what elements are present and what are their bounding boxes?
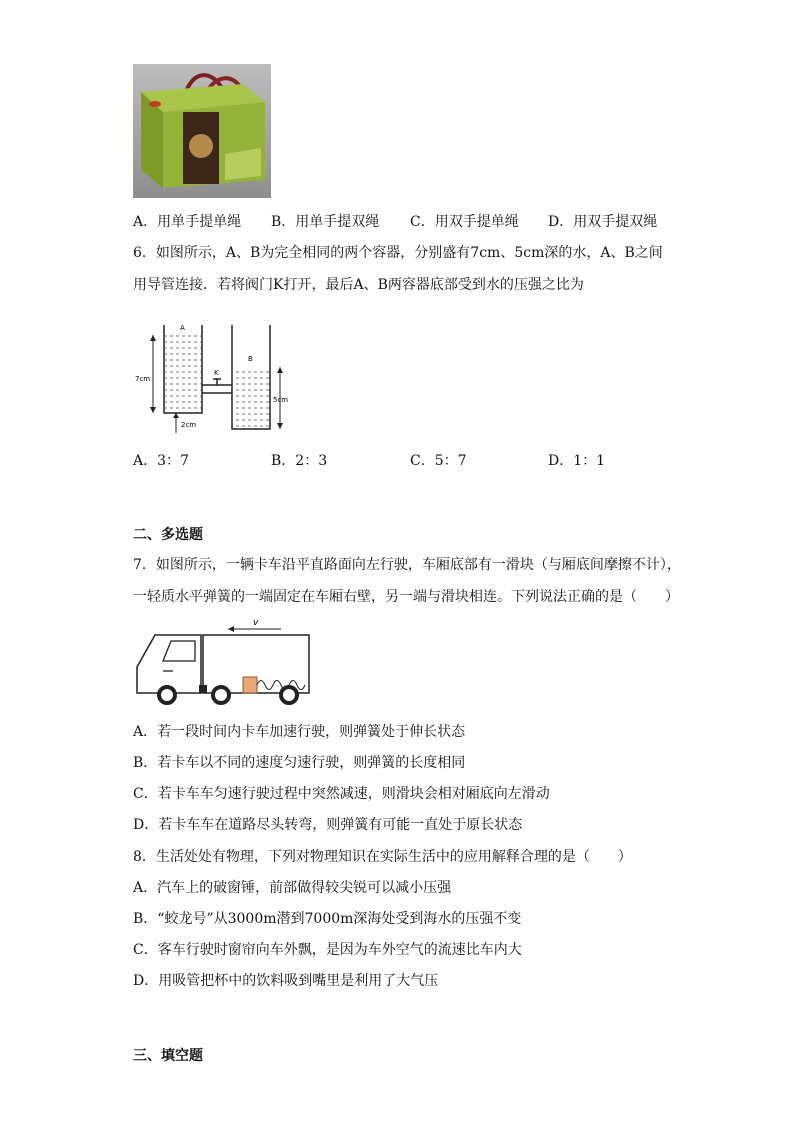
q6-option-c: C．5：7 — [410, 453, 467, 469]
q8-option-a: A．汽车上的破窗锤，前部做得较尖锐可以减小压强 — [133, 880, 452, 896]
valve-label: K — [214, 369, 219, 377]
q6-stem-line2: 用导管连接．若将阀门K打开，最后A、B两容器底部受到水的压强之比为 — [133, 277, 584, 293]
q8-option-d: D．用吸管把杯中的饮料吸到嘴里是利用了大气压 — [133, 973, 439, 989]
q7-option-a: A．若一段时间内卡车加速行驶，则弹簧处于伸长状态 — [133, 724, 466, 740]
q6-stem-line1: 6．如图所示，A、B为完全相同的两个容器，分别盛有7cm、5cm深的水，A、B之间 — [133, 245, 663, 261]
truck-diagram — [133, 615, 313, 707]
velocity-label: v — [253, 618, 259, 628]
q6-option-d: D．1：1 — [548, 453, 606, 469]
q6-option-b: B．2：3 — [271, 453, 328, 469]
q5-option-c: C．用双手提单绳 — [410, 214, 519, 230]
gift-box-photo — [133, 64, 271, 198]
section-3-title: 三、填空题 — [133, 1048, 203, 1064]
container-b-label: B — [248, 355, 253, 363]
q8-stem: 8．生活处处有物理，下列对物理知识在实际生活中的应用解释合理的是（ ） — [133, 849, 632, 865]
q7-stem-line1: 7．如图所示，一辆卡车沿平直路面向左行驶，车厢底部有一滑块（与厢底间摩擦不计）， — [133, 557, 681, 573]
section-2-title: 二、多选题 — [133, 527, 203, 543]
q5-option-b: B．用单手提双绳 — [271, 214, 380, 230]
q8-option-c: C．客车行驶时窗帘向车外飘，是因为车外空气的流速比车内大 — [133, 942, 522, 958]
pipe-height-label: 2cm — [181, 421, 197, 429]
q7-option-b: B．若卡车以不同的速度匀速行驶，则弹簧的长度相同 — [133, 755, 466, 771]
q6-option-a: A．3：7 — [133, 453, 189, 469]
q7-stem-line2: 一轻质水平弹簧的一端固定在车厢右壁，另一端与滑块相连。下列说法正确的是（ ） — [133, 589, 679, 605]
container-diagram — [133, 315, 303, 440]
q5-option-a: A．用单手提单绳 — [133, 214, 242, 230]
q8-option-b: B．“蛟龙号”从3000m潜到7000m深海处受到海水的压强不变 — [133, 911, 522, 927]
height-b-label: 5cm — [273, 396, 289, 404]
container-a-label: A — [180, 324, 185, 332]
q7-option-c: C．若卡车车匀速行驶过程中突然减速，则滑块会相对厢底向左滑动 — [133, 786, 550, 802]
gift-box-illustration — [133, 64, 271, 198]
q7-option-d: D．若卡车车在道路尽头转弯，则弹簧有可能一直处于原长状态 — [133, 817, 523, 833]
q5-option-d: D．用双手提双绳 — [548, 214, 658, 230]
height-a-label: 7cm — [135, 375, 151, 383]
